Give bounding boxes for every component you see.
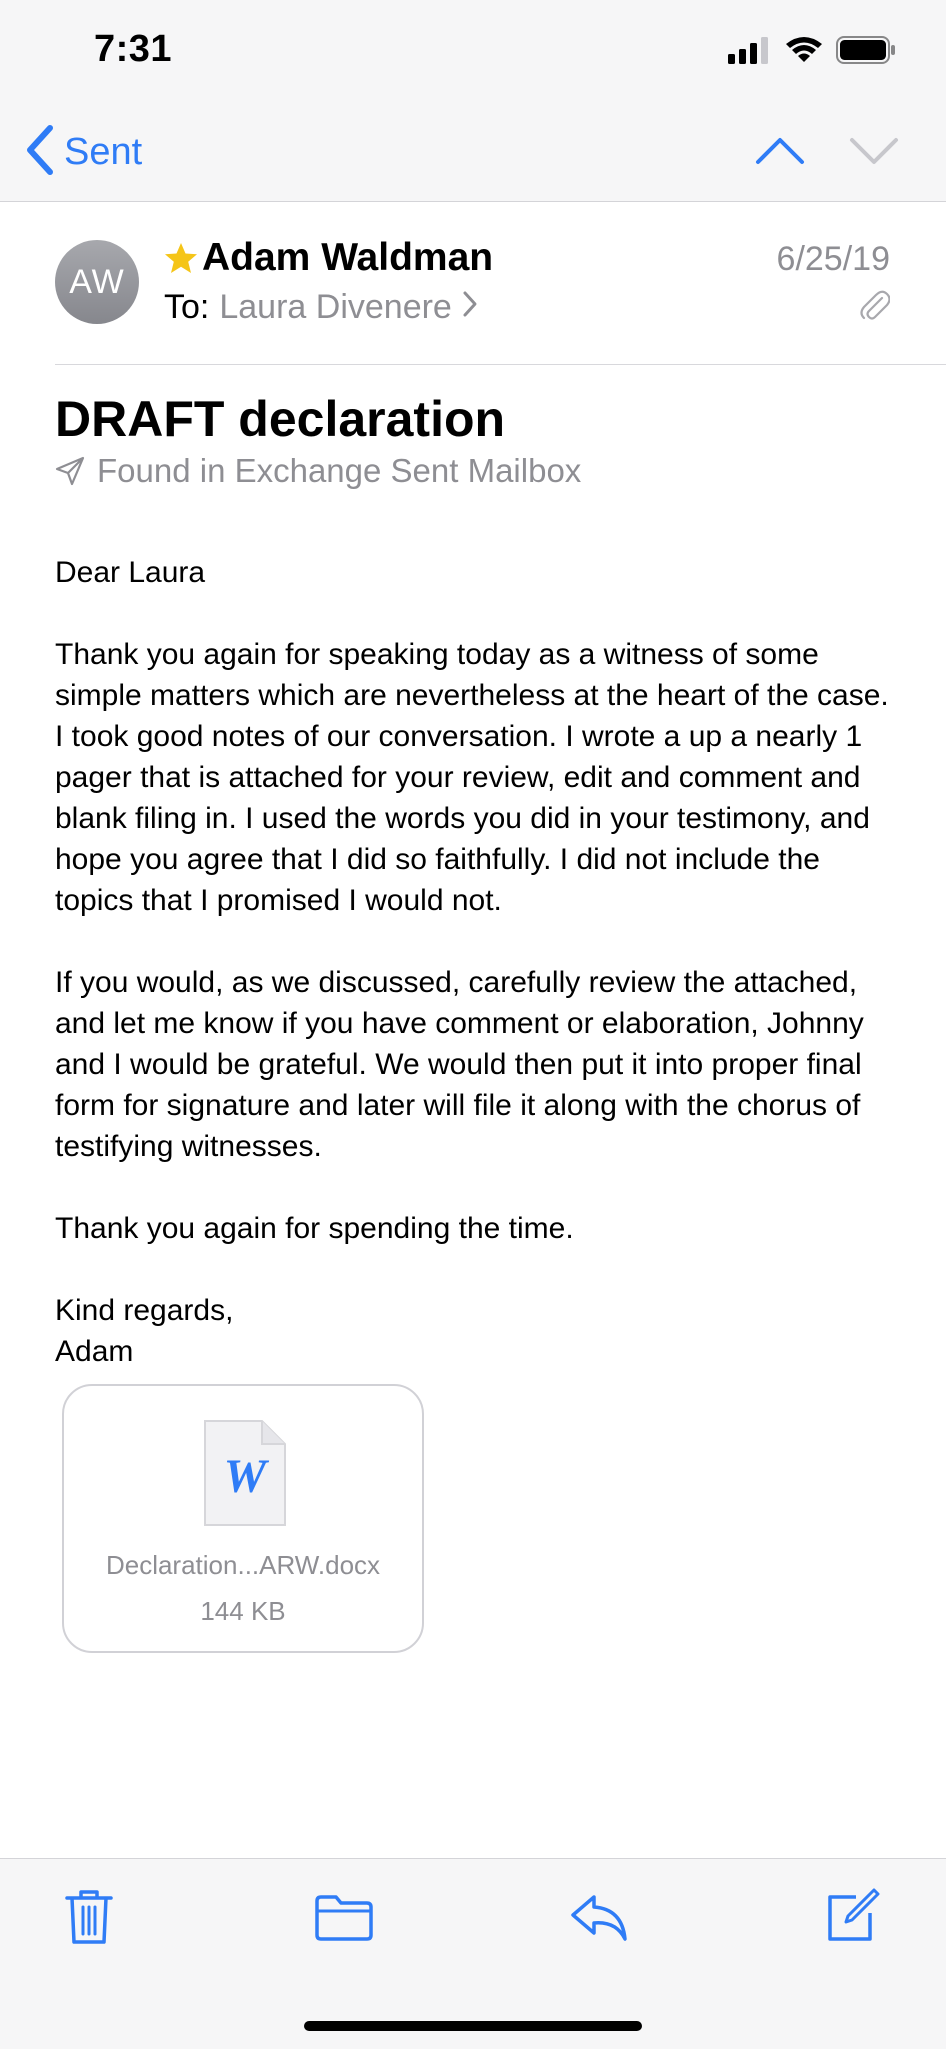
- previous-message-button[interactable]: [754, 132, 806, 173]
- body-paragraph-2: If you would, as we discussed, carefully review the attached, and let me know if you have comment or elaboration, Johnny and I would be grateful. We would then put it into proper final form for signature and later will file it along with the chorus of testifying witnesses.: [55, 966, 864, 1163]
- word-doc-icon: [202, 1418, 288, 1533]
- paperclip-icon: [860, 290, 890, 327]
- body-signature: Adam: [55, 1335, 134, 1368]
- nav-bar: [0, 100, 946, 202]
- paper-plane-icon: [55, 456, 85, 486]
- folder-icon: [314, 1893, 374, 1943]
- move-folder-button[interactable]: [314, 1893, 374, 1948]
- trash-button[interactable]: [64, 1889, 114, 1950]
- reply-icon: [570, 1893, 628, 1943]
- status-time: 7:31: [94, 28, 173, 70]
- body-paragraph-1: Thank you again for speaking today as a witness of some simple matters which are nevertheless at the heart of the case. I took good notes of our conversation. I wrote a up a nearly 1 pager that is attached for your review, edit and comment and blank filing in. I used the words you did in your testimony, and hope you agree that I did so faithfully. I did not include the topics that I promised I would not.: [55, 638, 889, 917]
- mailbox-note: [55, 452, 581, 490]
- star-icon: [164, 242, 198, 279]
- message-subject: DRAFT declaration: [55, 391, 506, 447]
- attachment-file-name: Declaration...ARW.docx: [105, 1550, 381, 1580]
- recipient-name[interactable]: Laura Divenere: [219, 288, 452, 326]
- recipient-row[interactable]: [164, 288, 478, 327]
- back-label: Sent: [64, 130, 143, 173]
- signal-icon: [728, 36, 770, 69]
- status-bar: [0, 0, 946, 100]
- mailbox-note-text: Found in Exchange Sent Mailbox: [97, 452, 582, 489]
- body-greeting: Dear Laura: [55, 556, 206, 589]
- message-body: [55, 552, 895, 1372]
- home-indicator[interactable]: [304, 2021, 642, 2031]
- svg-text:W: W: [223, 1450, 267, 1503]
- wifi-icon: [784, 34, 824, 69]
- back-button[interactable]: [26, 126, 142, 178]
- attachment-card[interactable]: [62, 1384, 424, 1653]
- body-closing: Kind regards,: [55, 1294, 234, 1327]
- chevron-up-icon: [754, 155, 806, 172]
- compose-icon: [826, 1887, 880, 1943]
- attachment-file-size: 144 KB: [200, 1596, 286, 1626]
- chevron-left-icon: [26, 125, 54, 180]
- compose-button[interactable]: [826, 1887, 880, 1948]
- header-divider: [55, 364, 946, 365]
- to-label: To:: [164, 288, 210, 326]
- battery-icon: [836, 36, 896, 69]
- chevron-down-icon: [848, 155, 900, 172]
- bottom-toolbar: [0, 1858, 946, 2049]
- chevron-right-icon: [462, 288, 478, 327]
- avatar[interactable]: AW: [55, 240, 139, 324]
- message-date: 6/25/19: [776, 240, 890, 278]
- sender-name[interactable]: Adam Waldman: [202, 236, 494, 279]
- body-paragraph-3: Thank you again for spending the time.: [55, 1212, 574, 1245]
- trash-icon: [64, 1889, 114, 1945]
- next-message-button[interactable]: [848, 132, 900, 173]
- reply-button[interactable]: [570, 1893, 628, 1948]
